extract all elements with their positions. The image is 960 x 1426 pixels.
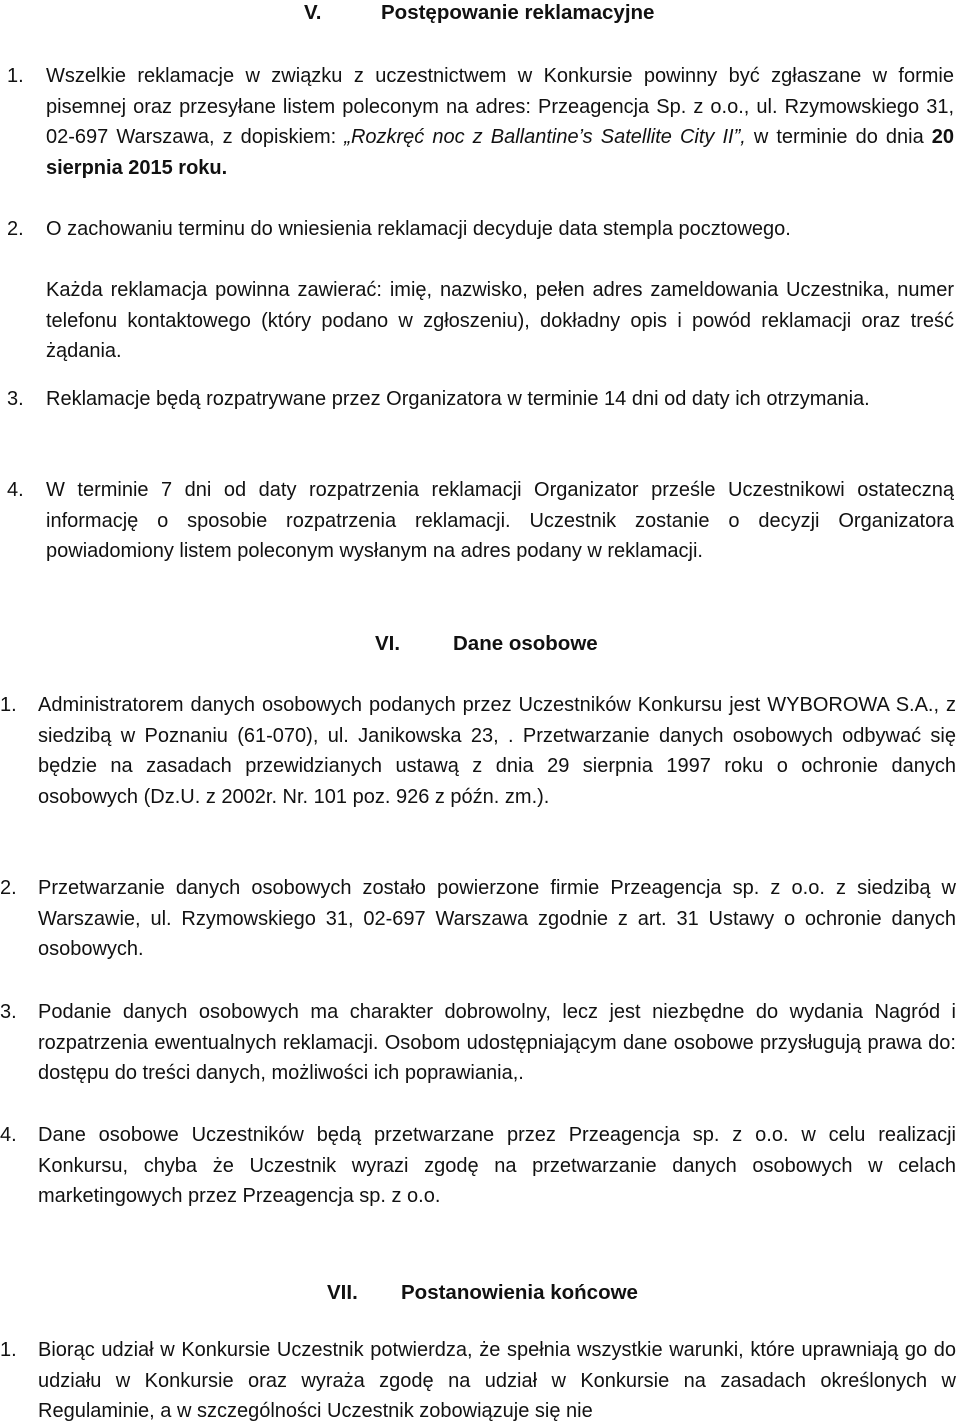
italic-text: „Rozkręć noc z Ballantine’s Satellite City II”, <box>344 126 746 148</box>
item-number: 2. <box>7 218 24 240</box>
item-number: 3. <box>0 1001 17 1023</box>
list-item <box>0 61 960 185</box>
list-item <box>0 214 960 246</box>
item-text: Dane osobowe Uczestników będą przetwarzane przez Przeagencja sp. z o.o. w celu realizacji Konkursu, chyba że Uczestnik wyrazi zgodę na przetwarzanie danych osobowych w celach marketingowych przez Przeagencja sp. z o.o. <box>38 1124 956 1207</box>
item-text: Podanie danych osobowych ma charakter dobrowolny, lecz jest niezbędne do wydania Nagród i rozpatrzenia ewentualnych reklamacji. Osobom udostępniającym dane osobowe przysługują prawa do: dostępu do treści danych, możliwości ich poprawiania,. <box>38 1001 956 1084</box>
list-item <box>0 384 960 446</box>
item-text: Każda reklamacja powinna zawierać: imię, nazwisko, pełen adres zameldowania Uczestnika, numer telefonu kontaktowego (który podano w zgłoszeniu), dokładny opis i powód reklamacji oraz treść żądania. <box>46 279 954 362</box>
section-number: VI. <box>375 632 401 655</box>
item-text: Wszelkie reklamacje w związku z uczestnictwem w Konkursie powinny być zgłaszane w formie pisemnej oraz przesyłane listem poleconym na adres: Przeagencja Sp. z o.o., ul. Rzymowskiego 31, 02-697 Warszawa, z dopiskiem: „Rozkręć noc z Ballantine’s Satellite City II”, w terminie do dnia 20 sierpnia 2015 roku. <box>46 65 955 179</box>
item-text: Reklamacje będą rozpatrywane przez Organizatora w terminie 14 dni od daty ich otrzymania. <box>46 388 870 410</box>
item-number: 4. <box>0 1124 17 1146</box>
item-number: 1. <box>0 1339 17 1361</box>
section-number: VII. <box>327 1281 358 1304</box>
list-item <box>0 997 960 1089</box>
item-text: W terminie 7 dni od daty rozpatrzenia reklamacji Organizator prześle Uczestnikowi ostateczną informację o sposobie rozpatrzenia reklamacji. Uczestnik zostanie o decyzji Organizatora powiadomiony listem poleconym wysłanym na adres podany w reklamacji. <box>46 479 954 562</box>
list-item <box>0 690 960 844</box>
section-title: Postępowanie reklamacyjne <box>381 1 655 24</box>
section-title: Dane osobowe <box>453 632 598 655</box>
list-item-continuation <box>0 275 960 367</box>
section-title: Postanowienia końcowe <box>401 1281 638 1304</box>
list-item <box>0 1335 960 1426</box>
item-number: 1. <box>7 65 24 87</box>
item-text: O zachowaniu terminu do wniesienia reklamacji decyduje data stempla pocztowego. <box>46 218 791 240</box>
item-number: 2. <box>0 877 17 899</box>
item-number: 3. <box>7 388 24 410</box>
list-item <box>0 475 960 567</box>
list-item <box>0 873 960 965</box>
item-text: Przetwarzanie danych osobowych zostało powierzone firmie Przeagencja sp. z o.o. z siedzibą w Warszawie, ul. Rzymowskiego 31, 02-697 Warszawa zgodnie z art. 31 Ustawy o ochronie danych osobowych. <box>38 877 956 960</box>
item-number: 1. <box>0 694 17 716</box>
bold-text: 20 sierpnia 2015 roku. <box>46 126 955 179</box>
list-item <box>0 1120 960 1212</box>
item-text: Biorąc udział w Konkursie Uczestnik potwierdza, że spełnia wszystkie warunki, które uprawniają go do udziału w Konkursie oraz wyraża zgodę na udział w Konkursie na zasadach określonych w Regulaminie, a w szczególności Uczestnik zobowiązuje się nie <box>38 1339 956 1422</box>
item-text: Administratorem danych osobowych podanych przez Uczestników Konkursu jest WYBOROWA S.A., z siedzibą w Poznaniu (61-070), ul. Janikowska 23, . Przetwarzanie danych osobowych odbywać się będzie na zasadach przewidzianych ustawą z dnia 29 sierpnia 1997 roku o ochronie danych osobowych (Dz.U. z 2002r. Nr. 101 poz. 926 z późn. zm.). <box>38 694 956 808</box>
item-number: 4. <box>7 479 24 501</box>
section-number: V. <box>304 1 322 24</box>
